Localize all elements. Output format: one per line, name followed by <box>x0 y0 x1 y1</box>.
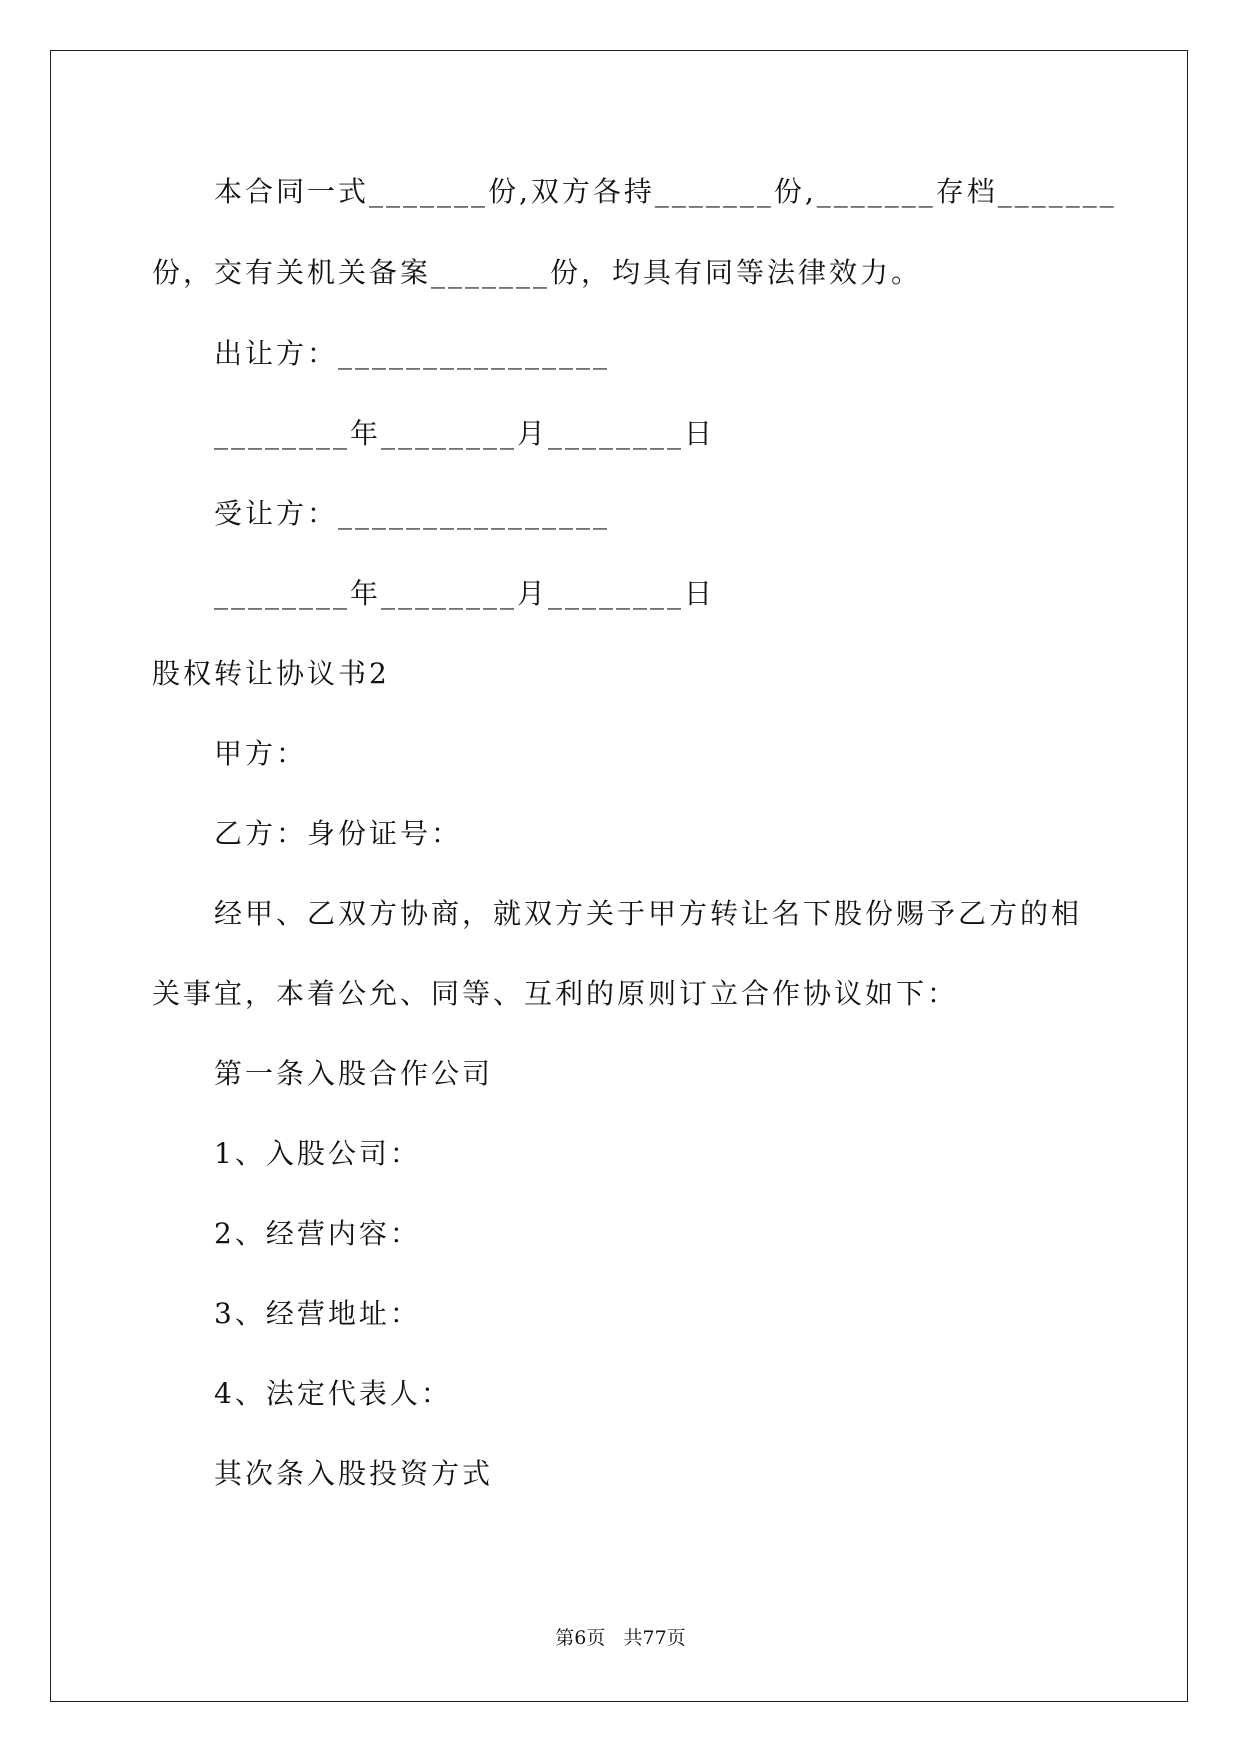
item-1: 1、入股公司： <box>214 1137 421 1170</box>
item-4: 4、法定代表人： <box>214 1377 452 1410</box>
item-3: 3、经营地址： <box>214 1297 421 1330</box>
transferor-date: ________年________月________日 <box>214 417 716 450</box>
party-a-line: 甲方： <box>214 737 308 770</box>
copies-clause-line-1: 本合同一式_______份,双方各持_______份,_______存档_______ <box>214 175 1117 208</box>
page-number-footer: 第6页 共77页 <box>555 1627 686 1649</box>
transferee-signature: 受让方：________________ <box>214 497 611 530</box>
agreement-title: 股权转让协议书2 <box>152 657 390 690</box>
article-2-heading: 其次条入股投资方式 <box>214 1457 494 1490</box>
copies-clause-line-2: 份，交有关机关备案_______份，均具有同等法律效力。 <box>152 256 923 289</box>
item-2: 2、经营内容： <box>214 1217 421 1250</box>
preamble-line-2: 关事宜，本着公允、同等、互利的原则订立合作协议如下： <box>152 977 959 1010</box>
transferor-signature: 出让方：________________ <box>214 337 611 370</box>
article-1-heading: 第一条入股合作公司 <box>214 1057 494 1090</box>
party-b-line: 乙方：身份证号： <box>214 817 463 850</box>
preamble-line-1: 经甲、乙双方协商，就双方关于甲方转让名下股份赐予乙方的相 <box>214 897 1083 930</box>
transferee-date: ________年________月________日 <box>214 577 716 610</box>
